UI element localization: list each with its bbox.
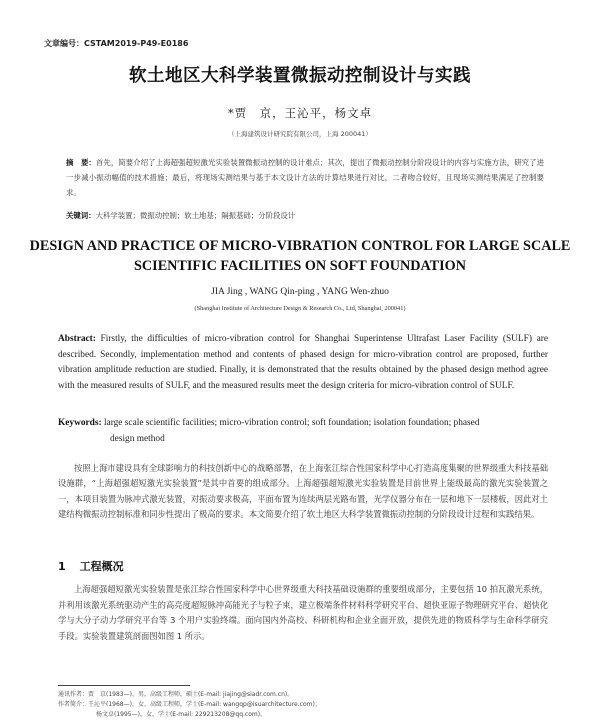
introduction-paragraph: 按照上海市建设具有全球影响力的科技创新中心的战略部署，在上海张江综合性国家科学中心打造高度集聚的世界级重大科技基础设施群，“上海超强超短激光实验装置”是其中首要的组成部分。上海超强超短激光实验装置是目前世界上能级最高的激光实验装置之一，本项目装置为脉冲式激光装置，对振动要求极高，平面布置为连续两层光路布置，光学仪器分布在一层和地下一层楼板，因此对土建结构微振动控制标准和同步性提出了极高的要求。本文简要介绍了软土地区大科学装置微振动控制的分阶段设计过程和实践结果。 xyxy=(58,463,548,520)
english-affiliation: (Shanghai Institute of Architecture Design & Research Co., Ltd, Shanghai, 200041) xyxy=(194,305,406,312)
footnote-author-bio: 作者简介：王沁平(1968—)，女，高级工程师，学士(E-mail: wangqp@isuarchitecture.com)； xyxy=(58,700,321,708)
article-number: 文章编号：CSTAM2019-P49-E0186 xyxy=(44,39,189,48)
chinese-title: 软土地区大科学装置微振动控制设计与实践 xyxy=(129,66,471,86)
chinese-abstract xyxy=(66,155,544,200)
english-keywords-label: Keywords: xyxy=(58,418,102,428)
english-keywords-line1: large scale scientific facilities; micro-vibration control; soft foundation; isolation foundation; phased xyxy=(101,418,480,428)
chinese-affiliation: （上海建筑设计研究院有限公司，上海 200041） xyxy=(228,130,372,138)
english-title: DESIGN AND PRACTICE OF MICRO-VIBRATION CONTROL FOR LARGE SCALE SCIENTIFIC FACILITIES ON SOFT FOUNDATION xyxy=(29,238,571,274)
english-authors: JIA Jing , WANG Qin-ping , YANG Wen-zhuo xyxy=(211,287,389,297)
english-abstract xyxy=(58,332,548,394)
english-keywords xyxy=(58,416,548,447)
english-keywords-line2: design method xyxy=(110,433,165,444)
section-1-heading xyxy=(58,558,124,574)
chinese-keywords-text: 大科学装置；微振动控制；软土地基；隔振基础；分阶段设计 xyxy=(95,211,296,220)
footnotes xyxy=(58,690,321,719)
footnote-author-bio-2: 杨文卓(1995—)，女，学士(E-mail: 229213208@qq.com)。 xyxy=(96,710,267,718)
footnote-corresponding-author: 通讯作者：贾 京(1983—)，男，高级工程师，硕士(E-mail: jiajing@siadr.com.cn)。 xyxy=(58,691,294,698)
section-1-number: 1 xyxy=(58,560,66,573)
english-abstract-label: Abstract: xyxy=(58,334,96,344)
chinese-abstract-label: 摘 要： xyxy=(66,158,96,167)
english-abstract-text: Firstly, the difficulties of micro-vibration control for Shanghai Superintense Ultrafast Laser Facility (SULF) are described. Secondly, implementation method and contents of phased design for micro-vibration control are proposed, further vibration amplitude reduction are studied. Finally, it is demonstrated that the results obtained by the phased design method agree with the measured results of SULF, and the measured results meet the design criteria for micro-vibration control of SULF. xyxy=(58,334,548,391)
chinese-keywords xyxy=(66,210,544,221)
footnote-divider xyxy=(58,685,190,686)
chinese-authors: *贾 京，王沁平，杨文卓 xyxy=(227,106,373,120)
section-1-paragraph: 上海超强超短激光实验装置是张江综合性国家科学中心世界级重大科技基础设施群的重要组成部分，主要包括 10 拍瓦激光系统，并利用该激光系统驱动产生的高亮度超短脉冲高能光子与粒子束，建立极端条件材料科学研究平台、超快亚原子物理研究平台、超快化学与大分子动力学研究平台等 3 个用户实验终端。面向国内外高校、科研机构和企业全面开放，提供先进的物质科学与生命科学研究手段。实验装置建筑剖面图如图 1 所示。 xyxy=(58,584,548,641)
chinese-abstract-text: 首先，简要介绍了上海超强超短激光实验装置微振动控制的设计难点；其次，提出了微振动控制分阶段设计的内容与实施方法，研究了进一步减小振动幅值的技术措施；最后，将现场实测结果与基于本文设计方法的计算结果进行对比，二者吻合较好，且现场实测结果满足了控制要求。 xyxy=(66,158,544,197)
section-1-title: 工程概况 xyxy=(79,560,124,573)
chinese-keywords-label: 关键词： xyxy=(66,211,96,220)
